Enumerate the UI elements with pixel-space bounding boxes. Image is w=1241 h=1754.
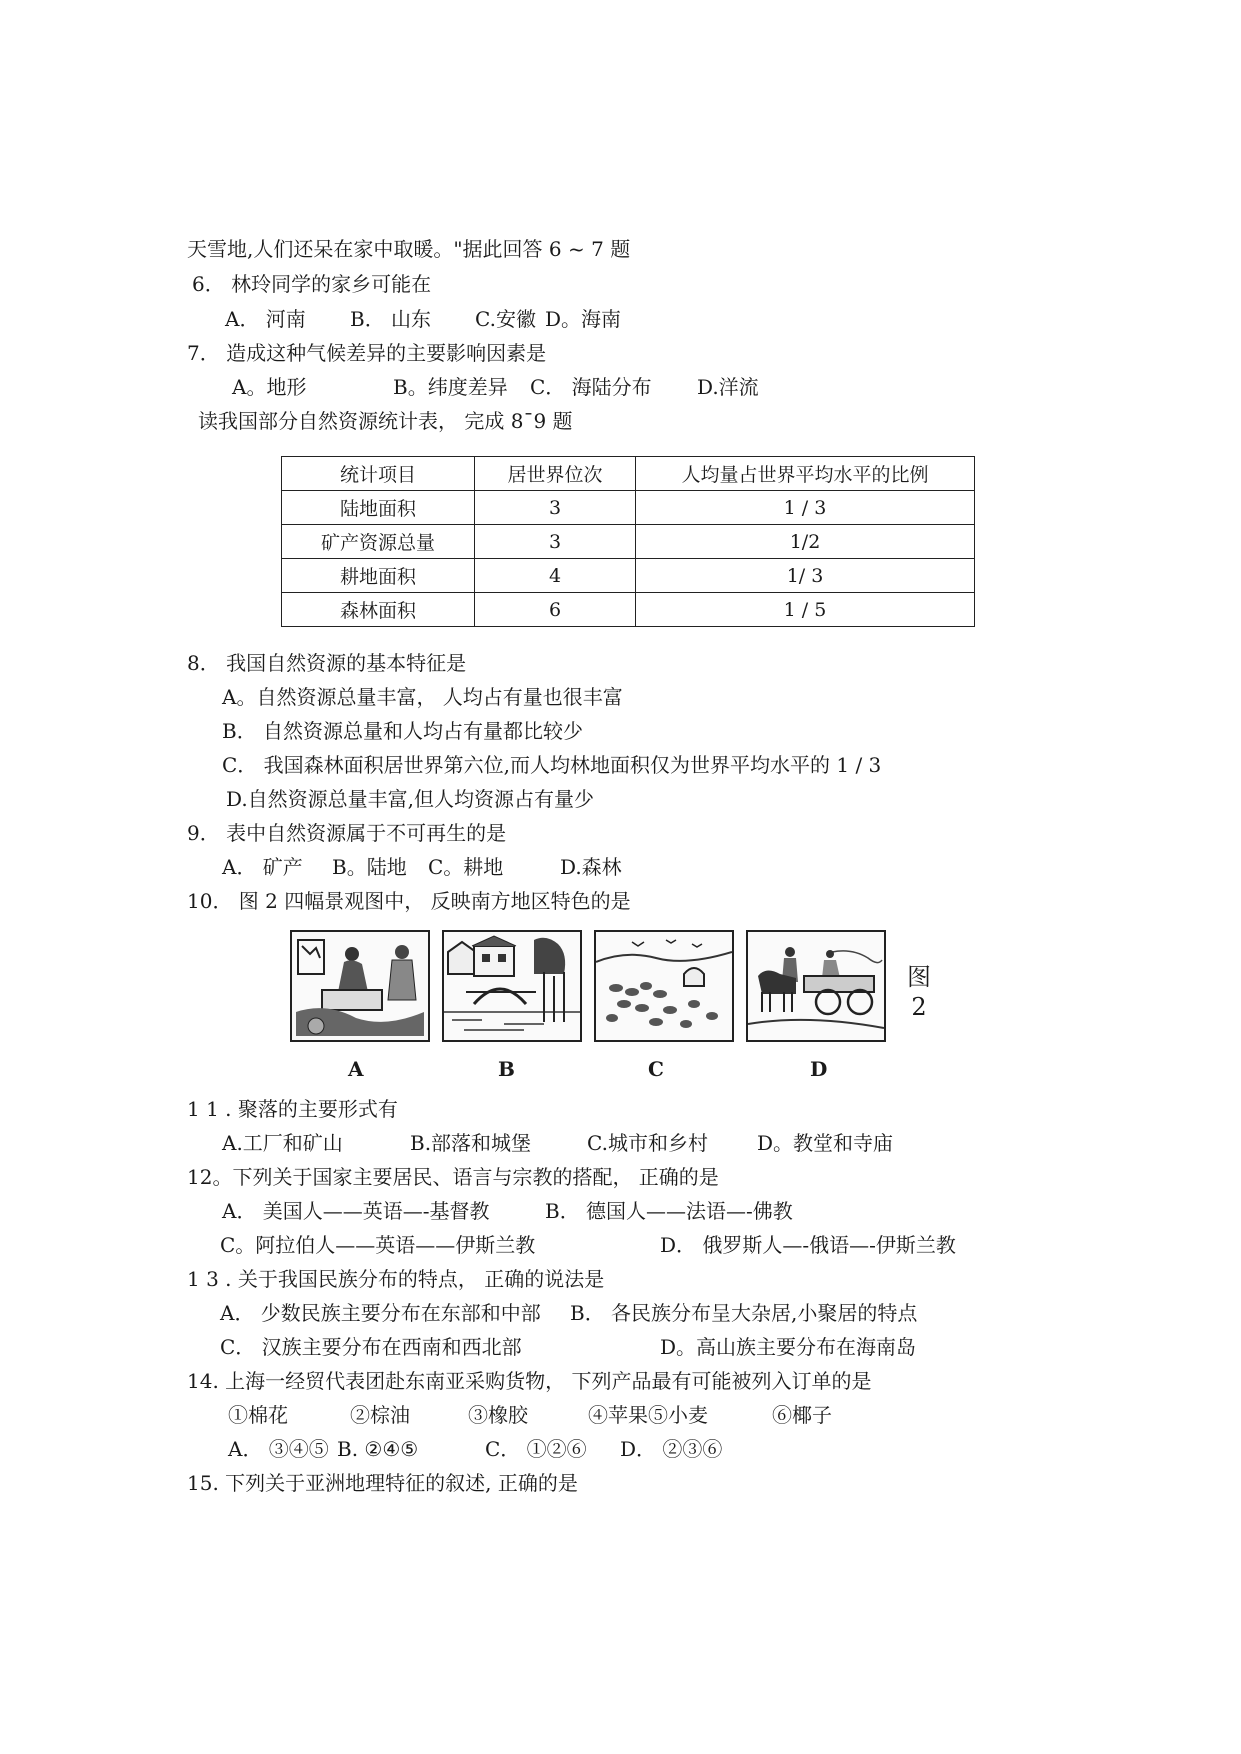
resource-statistics-table [281,456,975,627]
table-header-cell: 居世界位次 [475,457,636,491]
q12-option-d: D． 俄罗斯人—-俄语—-伊斯兰教 [660,1233,956,1257]
q14-item: ①棉花 [228,1403,288,1427]
landscape-panel-d [746,930,886,1042]
question-9-stem: 9． 表中自然资源属于不可再生的是 [187,821,507,845]
panel-label-d: D [810,1057,828,1081]
q9-option-d: D.森林 [560,855,622,879]
q14-option-c: C． ①②⑥ [485,1437,587,1461]
q6-option-d: D。海南 [545,307,622,331]
table-cell: 1 / 3 [636,491,975,525]
q11-option-a: A.工厂和矿山 [222,1131,343,1155]
table-header-cell: 人均量占世界平均水平的比例 [636,457,975,491]
q7-option-d: D.洋流 [697,375,759,399]
figure-caption: 图2 [907,963,931,1021]
question-13-stem: 1 3 . 关于我国民族分布的特点， 正确的说法是 [187,1267,605,1291]
q6-option-b: B． 山东 [350,307,432,331]
q14-item: ⑥椰子 [772,1403,832,1427]
table-cell: 3 [475,525,636,559]
q11-option-d: D。教堂和寺庙 [757,1131,894,1155]
landscape-figure [290,930,940,1080]
panel-label-b: B [498,1057,515,1081]
panel-label-c: C [648,1057,664,1081]
table-header-row [282,457,975,491]
table-cell: 陆地面积 [282,491,475,525]
q14-item: ②棕油 [350,1403,410,1427]
table-cell: 矿产资源总量 [282,525,475,559]
question-10-stem: 10． 图 2 四幅景观图中， 反映南方地区特色的是 [187,889,631,913]
q14-option-a: A． ③④⑤ [228,1437,329,1461]
question-6-stem: 6． 林玲同学的家乡可能在 [192,272,432,296]
grassland-herd-illustration [596,932,732,1040]
table-row [282,593,975,627]
landscape-panel-c [594,930,734,1042]
street-scene-illustration [292,932,428,1040]
table-row [282,559,975,593]
q11-option-b: B.部落和城堡 [410,1131,532,1155]
table-cell: 6 [475,593,636,627]
q12-option-b: B． 德国人——法语—-佛教 [545,1199,793,1223]
table-cell: 1/2 [636,525,975,559]
q14-item: ④苹果⑤小麦 [588,1403,708,1427]
panel-label-a: A [348,1057,364,1081]
q13-option-b: B． 各民族分布呈大杂居,小聚居的特点 [570,1301,918,1325]
q8-option-c: C． 我国森林面积居世界第六位,而人均林地面积仅为世界平均水平的 1 / 3 [222,753,882,777]
q12-option-c: C。阿拉伯人——英语——伊斯兰教 [220,1233,536,1257]
table-cell: 耕地面积 [282,559,475,593]
q7-option-c: C． 海陆分布 [530,375,652,399]
q14-option-b: B. ②④⑤ [337,1437,419,1461]
passage-tail: 天雪地,人们还呆在家中取暖。"据此回答 6 ~ 7 题 [187,237,631,261]
q7-option-b: B。纬度差异 [393,375,508,399]
question-14-stem: 14. 上海一经贸代表团赴东南亚采购货物， 下列产品最有可能被列入订单的是 [187,1369,872,1393]
water-town-illustration [444,932,580,1040]
q14-item: ③橡胶 [468,1403,528,1427]
q7-option-a: A。地形 [232,375,307,399]
q6-option-a: A． 河南 [225,307,306,331]
table-cell: 森林面积 [282,593,475,627]
q12-option-a: A． 美国人——英语—-基督教 [222,1199,490,1223]
table-cell: 4 [475,559,636,593]
q13-option-c: C． 汉族主要分布在西南和西北部 [220,1335,522,1359]
table-row [282,525,975,559]
q13-option-a: A． 少数民族主要分布在东部和中部 [220,1301,541,1325]
question-11-stem: 1 1 . 聚落的主要形式有 [187,1097,398,1121]
q8-option-d: D.自然资源总量丰富,但人均资源占有量少 [226,787,595,811]
table-intro: 读我国部分自然资源统计表， 完成 8¯9 题 [198,409,573,433]
landscape-panel-a [290,930,430,1042]
q8-option-b: B． 自然资源总量和人均占有量都比较少 [222,719,584,743]
q9-option-c: C。耕地 [428,855,504,879]
q6-option-c: C.安徽 [475,307,536,331]
q9-option-b: B。陆地 [332,855,407,879]
table-cell: 3 [475,491,636,525]
table-cell: 1 / 5 [636,593,975,627]
q9-option-a: A． 矿产 [222,855,303,879]
question-7-stem: 7． 造成这种气候差异的主要影响因素是 [187,341,547,365]
table-cell: 1/ 3 [636,559,975,593]
question-12-stem: 12。下列关于国家主要居民、语言与宗教的搭配， 正确的是 [187,1165,719,1189]
q14-option-d: D． ②③⑥ [620,1437,723,1461]
q11-option-c: C.城市和乡村 [587,1131,708,1155]
horse-cart-illustration [748,932,884,1040]
question-8-stem: 8． 我国自然资源的基本特征是 [187,651,467,675]
question-15-stem: 15. 下列关于亚洲地理特征的叙述, 正确的是 [187,1471,578,1495]
q8-option-a: A。自然资源总量丰富， 人均占有量也很丰富 [222,685,623,709]
landscape-panel-b [442,930,582,1042]
table-row [282,491,975,525]
table-header-cell: 统计项目 [282,457,475,491]
q13-option-d: D。高山族主要分布在海南岛 [660,1335,917,1359]
